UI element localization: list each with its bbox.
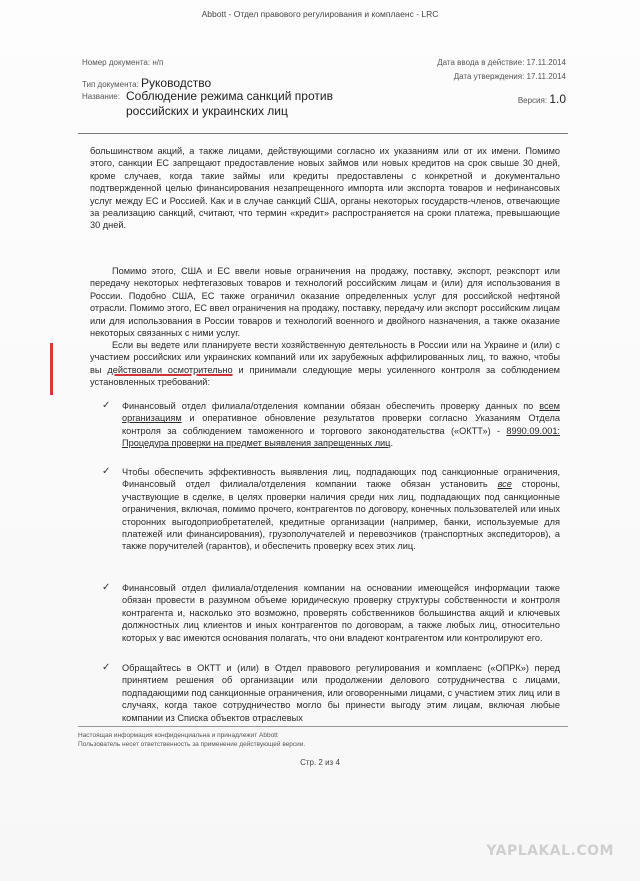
check-icon: ✓: [102, 466, 111, 477]
check-item-2: [100, 466, 560, 553]
effective-date-label: Дата ввода в действие:: [437, 58, 525, 67]
doc-number-value: н/п: [152, 58, 164, 67]
header-divider: [78, 133, 568, 134]
doc-number-label: Номер документа:: [82, 58, 151, 67]
paragraph-1: большинством акций, а также лицами, действующими согласно их указаниям или от их имени. Помимо этого, санкции ЕС запрещают предоставление новых займов или новых кредитов на срок свыше 30 дней, кроме случаев, когда такие займы или кредиты предоставлены с конкретной и документально подтвержденной целью финансирования незапрещенного импорта или экспорта товаров и нефинансовых услуг между ЕС и Россией. Как и в случае санкций США, органы некоторых государств-членов, отвечающие за реализацию санкций, считают, что термин «кредит» распространяется на сроки платежа, превышающие 30 дней.: [90, 146, 560, 231]
paragraph-3-part-c: и принимали следующие меры усиленного контроля за соблюдением установленных требований:: [90, 364, 560, 388]
check-item-3: [100, 582, 560, 644]
doc-type: [82, 76, 211, 90]
check-1-part-d: 8990.09.001: Процедура проверки на предмет выявления запрещенных лиц: [122, 425, 560, 449]
check-item-1: [100, 400, 560, 450]
version-value: 1.0: [549, 92, 566, 106]
red-margin-mark: [50, 343, 53, 395]
approval-date: [454, 72, 566, 81]
check-icon: ✓: [102, 662, 111, 673]
check-3-text: Финансовый отдел филиала/отделения компании на основании имеющейся информации также обязан провести в разумном объеме юридическую проверку структуры собственности и контроля контрагента и, насколько это возможно, проверять собственников большинства акций и ключевых должностных лиц клиентов и иных контрагентов по договорам, а также любых лиц, относительно которых у вас имеются основания полагать, что они владеют контрагентом или контролируют его.: [122, 583, 560, 643]
check-2-part-a: Чтобы обеспечить эффективность выявления лиц, подпадающих под санкционные ограничения, Финансовый отдел филиала/отделения компании также обязан установить: [122, 467, 560, 490]
doc-type-value: Руководство: [141, 76, 212, 90]
version: [518, 92, 566, 106]
page-number: Стр. 2 из 4: [300, 758, 340, 767]
footer-divider: [78, 726, 568, 727]
check-2-part-c: стороны, участвующие в сделке, в целях проверки наличия среди них лиц, подпадающих под санкционные ограничения, включая, помимо прочего, контрагентов по договору, конечных пользователей или иных сторонних выгодоприобретателей, кредитные организации (например, банки, используемые для платежей или финансирования), грузополучателей и перевозчиков (транспортных экспедиторов), а также поручителей (гарантов), и обеспечить проверку всех этих лиц.: [122, 479, 561, 552]
paragraph-3-part-a: Если вы ведете или планируете вести хозяйственную деятельность в России или на Украине и (или) с участием российских или украинских компаний или их зарубежных аффилированных лиц, то важно, чтобы вы: [90, 340, 560, 375]
paragraph-3-highlight: действовали осмотрительно: [107, 364, 233, 375]
footer-confidential-note: Настоящая информация конфиденциальна и принадлежит Abbott: [78, 732, 278, 739]
check-icon: ✓: [102, 582, 111, 593]
footer-version-note: Пользователь несет ответственность за применение действующей версии.: [78, 741, 306, 748]
check-item-4: [100, 662, 560, 724]
approval-date-label: Дата утверждения:: [453, 72, 525, 81]
doc-type-label: Тип документа:: [82, 80, 139, 89]
doc-name-label: Название:: [82, 92, 120, 101]
paragraph-3: [90, 339, 560, 389]
check-1-part-c: и оперативное обновление результатов проверки согласно Указаниям Отдела контроля за соблюдением таможенного и торгового законодательства («ОКТТ») -: [122, 413, 560, 436]
check-1-part-e: .: [390, 438, 394, 449]
effective-date-value: 17.11.2014: [526, 58, 566, 67]
effective-date: [437, 58, 566, 67]
approval-date-value: 17.11.2014: [526, 72, 566, 81]
doc-name-value: Соблюдение режима санкций против российских и украинских лиц: [126, 89, 333, 118]
doc-number: [82, 58, 163, 67]
version-label: Версия:: [517, 96, 548, 105]
check-4-text: Обращайтесь в ОКТТ и (или) в Отдел правового регулирования и комплаенс («ОПРК») перед принятием решения об организации или продолжении делового сотрудничества с лицами, подпадающими под санкционные ограничения, или оговоренными лицами, с участием этих лиц или в случаях, когда такое сотрудничество могло бы принести выгоду этим лицам, включая любые компании из Списка объектов отраслевых: [122, 663, 560, 723]
check-1-part-a: Финансовый отдел филиала/отделения компании обязан обеспечить проверку данных по: [122, 401, 540, 411]
check-1-part-b: всем организациям: [122, 401, 560, 424]
site-watermark: YAPLAKAL.COM: [486, 843, 614, 859]
check-2-part-b: все: [497, 479, 512, 490]
check-icon: ✓: [102, 400, 111, 411]
paragraph-2: Помимо этого, США и ЕС ввели новые ограничения на продажу, поставку, экспорт, реэкспорт или передачу некоторых нефтегазовых товаров и технологий российским лицам и (или) для использования в России. Подобно США, ЕС также ограничил оказание определенных услуг для российской нефтяной отрасли. Помимо этого, ЕС ввел ограничения на продажу, поставку, передачу или экспорт российским лицам или для использования в России товаров и технологий военного и двойного назначения, а также оказание некоторых связанных с ними услуг.: [90, 266, 560, 339]
document-org-title: Abbott - Отдел правового регулирования и комплаенс - LRC: [201, 9, 439, 19]
